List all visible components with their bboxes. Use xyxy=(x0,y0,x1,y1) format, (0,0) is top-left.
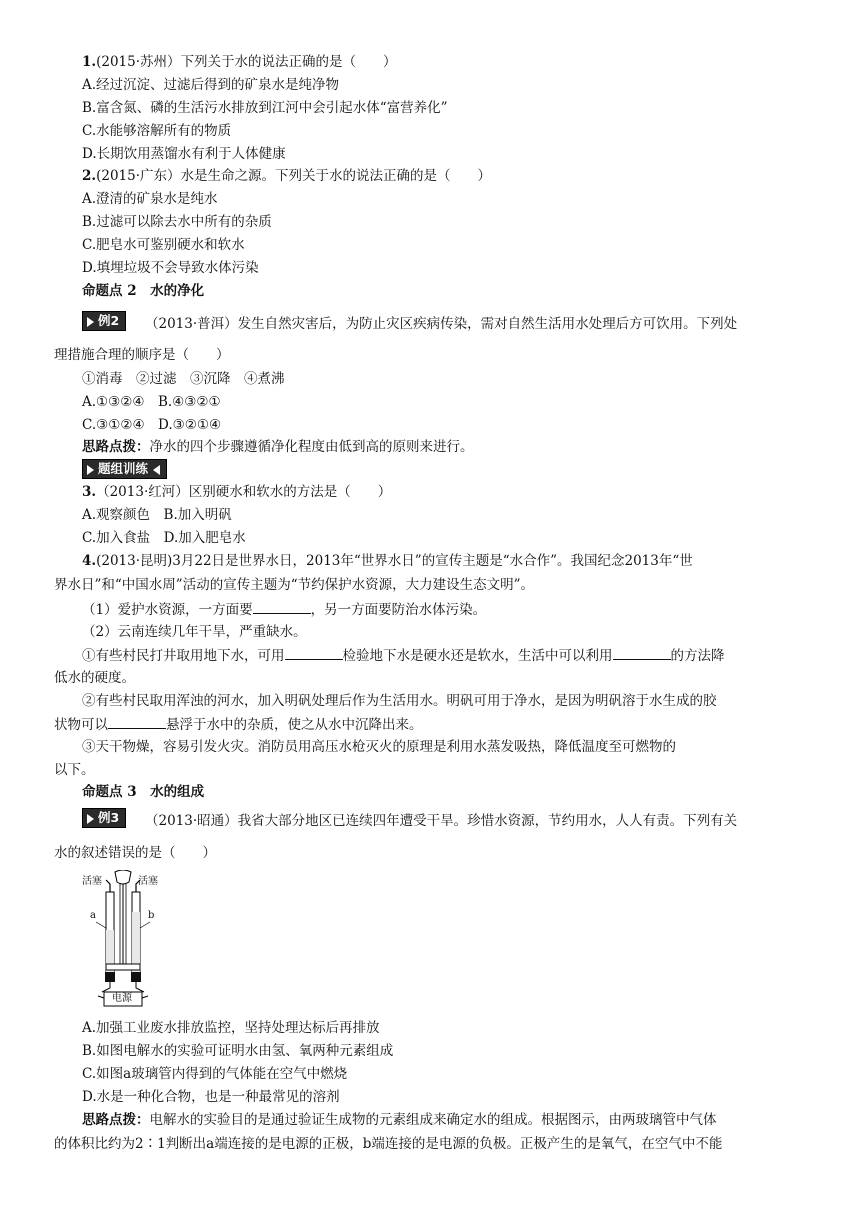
section2-title: 命题点 2 水的净化 xyxy=(82,283,205,299)
play-arrow-icon xyxy=(87,814,94,824)
answer-blank[interactable] xyxy=(253,599,311,614)
q2-option-a: A.澄清的矿泉水是纯水 xyxy=(82,191,218,207)
practice-tag: 题组训练 xyxy=(82,459,167,479)
example2-hint xyxy=(82,437,474,457)
play-arrow-icon xyxy=(87,317,94,327)
q1-option-a: A.经过沉淀、过滤后得到的矿泉水是纯净物 xyxy=(82,77,340,93)
q2-option-d: D.填埋垃圾不会导致水体污染 xyxy=(82,260,259,276)
left-arrow-icon xyxy=(153,465,160,475)
valve-right-label: 活塞 xyxy=(138,876,158,887)
q4-part2-2: ②有些村民取用浑浊的河水，加入明矾处理后作为生活用水。明矾可用于净水，是因为明矾溶于水生成的胶 xyxy=(82,693,717,709)
q1-stem xyxy=(82,52,397,72)
q2-option-c: C.肥皂水可鉴别硬水和软水 xyxy=(82,237,245,253)
q4-part2-1: ①有些村民打井取用地下水，可用 检验地下水是硬水还是软水，生活中可以利用 的方法降 xyxy=(82,645,725,666)
hint-label: 思路点拨： xyxy=(82,1112,150,1128)
example2-line2: 理措施合理的顺序是（ ） xyxy=(54,347,230,363)
q2-stem-text: (2015·广东）水是生命之源。下列关于水的说法正确的是（ ） xyxy=(96,168,492,184)
example2-line1: （2013·普洱）发生自然灾害后，为防止灾区疾病传染，需对自然生活用水处理后方可饮用。下列处 xyxy=(145,316,738,332)
q3-stem-text: （2013·红河）区别硬水和软水的方法是（ ） xyxy=(96,484,392,500)
q1-number: 1. xyxy=(82,54,97,70)
q1-stem-text: (2015·苏州）下列关于水的说法正确的是（ ） xyxy=(96,54,397,70)
q4-line1-text: (2013·昆明)3月22日是世界水日，2013年“世界水日”的宣传主题是“水合作”。我国纪念2013年“世 xyxy=(96,553,693,569)
section3-title: 命题点 3 水的组成 xyxy=(82,784,205,800)
q4-part2-3-cont: 以下。 xyxy=(54,762,95,778)
example3-line1: （2013·昭通）我省大部分地区已连续四年遭受干旱。珍惜水资源，节约用水，人人有责。下列有关 xyxy=(145,813,738,829)
example3-option-c: C.如图a玻璃管内得到的气体能在空气中燃烧 xyxy=(82,1066,348,1082)
example3-tag: 例3 xyxy=(82,808,126,828)
tube-b-label: b xyxy=(148,910,155,921)
q1-option-c: C.水能够溶解所有的物质 xyxy=(82,123,232,139)
answer-blank[interactable] xyxy=(613,645,671,660)
example3-line2: 水的叙述错误的是（ ） xyxy=(54,845,216,861)
example2-tag: 例2 xyxy=(82,311,126,331)
answer-blank[interactable] xyxy=(285,645,343,660)
example2-options-ab: A.①③②④ B.④③②① xyxy=(82,394,221,410)
example3-hint-cont: 的体积比约为2∶1判断出a端连接的是电源的正极，b端连接的是电源的负极。正极产生的是氧气，在空气中不能 xyxy=(54,1136,723,1152)
q4-part2-1-cont: 低水的硬度。 xyxy=(54,670,135,686)
electrolysis-figure xyxy=(82,870,164,1010)
answer-blank[interactable] xyxy=(108,714,166,729)
example3-option-d: D.水是一种化合物，也是一种最常见的溶剂 xyxy=(82,1089,340,1105)
q4-number: 4. xyxy=(82,553,97,569)
q4-part2-3: ③天干物燥，容易引发火灾。消防员用高压水枪灭火的原理是利用水蒸发吸热，降低温度至可燃物的 xyxy=(82,739,676,755)
power-label: 电源 xyxy=(112,993,132,1004)
hint-text: 净水的四个步骤遵循净化程度由低到高的原则来进行。 xyxy=(149,439,474,455)
q4-part1: （1）爱护水资源，一方面要 ，另一方面要防治水体污染。 xyxy=(82,599,486,620)
example3-option-a: A.加强工业废水排放监控，坚持处理达标后再排放 xyxy=(82,1020,380,1036)
hint-label: 思路点拨： xyxy=(82,439,150,455)
hint-text: 电解水的实验目的是通过验证生成物的元素组成来确定水的组成。根据图示，由两玻璃管中气体 xyxy=(149,1112,717,1128)
q2-number: 2. xyxy=(82,168,97,184)
play-arrow-icon xyxy=(87,465,94,475)
tube-a-label: a xyxy=(90,910,96,921)
q1-option-d: D.长期饮用蒸馏水有利于人体健康 xyxy=(82,146,286,162)
q4-part2: （2）云南连续几年干旱，严重缺水。 xyxy=(82,624,307,640)
valve-left-label: 活塞 xyxy=(82,876,102,887)
q1-option-b: B.富含氮、磷的生活污水排放到江河中会引起水体“富营养化” xyxy=(82,100,448,116)
example2-steps: ①消毒 ②过滤 ③沉降 ④煮沸 xyxy=(82,371,285,387)
electrolysis-apparatus-diagram xyxy=(82,870,164,1010)
q3-options-cd: C.加入食盐 D.加入肥皂水 xyxy=(82,530,246,546)
q4-line2: 界水日”和“中国水周”活动的宣传主题为“节约保护水资源，大力建设生态文明”。 xyxy=(54,577,535,593)
example2-options-cd: C.③①②④ D.③②①④ xyxy=(82,417,222,433)
q2-option-b: B.过滤可以除去水中所有的杂质 xyxy=(82,214,272,230)
q3-options-ab: A.观察颜色 B.加入明矾 xyxy=(82,507,232,523)
q2-stem xyxy=(82,166,491,186)
example3-option-b: B.如图电解水的实验可证明水由氢、氧两种元素组成 xyxy=(82,1043,394,1059)
q4-line1 xyxy=(82,551,693,571)
q3-number: 3. xyxy=(82,484,97,500)
q3-stem xyxy=(82,482,391,502)
example3-hint xyxy=(82,1110,717,1130)
q4-part2-2-cont: 状物可以 悬浮于水中的杂质，使之从水中沉降出来。 xyxy=(54,714,423,735)
